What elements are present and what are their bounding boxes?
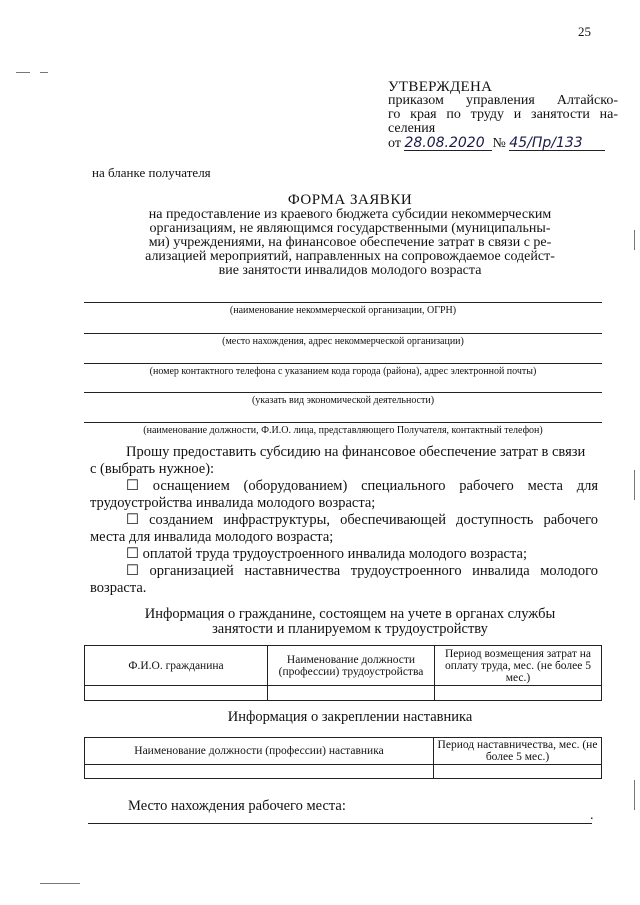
subtitle-line: вие занятости инвалидов молодого возраста bbox=[218, 263, 482, 278]
approval-number: 45/Пр/133 bbox=[509, 136, 605, 151]
cell-fio[interactable] bbox=[85, 686, 268, 701]
scan-mark bbox=[16, 72, 30, 73]
option-infrastructure[interactable]: ☐ созданием инфраструктуры, обеспечивающей доступность рабочего места для инвалида молодого возраста; bbox=[90, 512, 598, 545]
cell-mentor-position[interactable] bbox=[85, 765, 434, 779]
header-period: Период возмещения затрат на оплату труда, мес. (не более 5 мес.) bbox=[435, 646, 602, 686]
approval-date-line bbox=[388, 136, 618, 151]
subtitle-line: организациям, не являющимся государственными (муниципальны- bbox=[149, 221, 551, 236]
scan-mark bbox=[40, 883, 80, 884]
field-caption: (номер контактного телефона с указанием кода города (района), адрес электронной почты) bbox=[149, 366, 537, 377]
table-row bbox=[85, 765, 602, 779]
approval-line: приказом управления Алтайско- bbox=[388, 93, 618, 108]
activity-field[interactable] bbox=[84, 392, 602, 393]
field-caption: (наименование должности, Ф.И.О. лица, представляющего Получателя, контактный телефон) bbox=[143, 425, 543, 436]
table-header-row bbox=[85, 646, 602, 686]
mentor-section-title: Информация о закреплении наставника bbox=[227, 709, 473, 725]
page-number: 25 bbox=[578, 24, 591, 39]
header-position: Наименование должности (профессии) трудоустройства bbox=[268, 646, 435, 686]
letterhead-note: на бланке получателя bbox=[92, 165, 211, 180]
approval-line: селения bbox=[388, 121, 436, 136]
option-equipment[interactable]: ☐ оснащением (оборудованием) специального рабочего места для трудоустройства инвалида молодого возраста; bbox=[90, 478, 598, 511]
from-label: от bbox=[388, 136, 401, 151]
subtitle-line: на предоставление из краевого бюджета субсидии некоммерческим bbox=[148, 207, 552, 222]
workplace-field[interactable] bbox=[88, 823, 592, 824]
workplace-label: Место нахождения рабочего места: bbox=[128, 798, 346, 814]
citizen-table bbox=[84, 645, 602, 701]
approval-line: го края по труду и занятости на- bbox=[388, 107, 618, 122]
contact-field[interactable] bbox=[84, 363, 602, 364]
scan-mark bbox=[634, 470, 635, 500]
scan-mark bbox=[634, 780, 635, 810]
table-header-row bbox=[85, 738, 602, 765]
cell-period[interactable] bbox=[435, 686, 602, 701]
approval-heading: УТВЕРЖДЕНА bbox=[388, 79, 493, 95]
scan-mark bbox=[634, 230, 635, 250]
approval-block bbox=[388, 80, 618, 151]
table-row bbox=[85, 686, 602, 701]
subtitle-line: ализацией мероприятий, направленных на сопровождаемое содейст- bbox=[145, 249, 555, 264]
option-salary[interactable]: ☐ оплатой труда трудоустроенного инвалида молодого возраста; bbox=[126, 546, 527, 562]
address-field[interactable] bbox=[84, 333, 602, 334]
subtitle-line: ми) учреждениями, на финансовое обеспечение затрат в связи с ре- bbox=[148, 235, 552, 250]
field-caption: (указать вид экономической деятельности) bbox=[251, 395, 435, 406]
form-title: ФОРМА ЗАЯВКИ bbox=[287, 192, 413, 208]
number-label: № bbox=[492, 136, 506, 151]
cell-mentor-period[interactable] bbox=[434, 765, 602, 779]
citizen-section-title: Информация о гражданине, состоящем на учете в органах службы занятости и планируемом к трудоустройству bbox=[144, 606, 556, 637]
representative-field[interactable] bbox=[84, 422, 602, 423]
form-subtitle bbox=[120, 208, 580, 278]
field-caption: (наименование некоммерческой организации, ОГРН) bbox=[229, 305, 457, 316]
option-mentoring[interactable]: ☐ организацией наставничества трудоустроенного инвалида молодого возраста. bbox=[90, 563, 598, 596]
scan-mark bbox=[40, 72, 48, 73]
field-caption: (место нахождения, адрес некоммерческой организации) bbox=[222, 336, 464, 347]
approval-date: 28.08.2020 bbox=[404, 136, 492, 151]
request-paragraph bbox=[90, 444, 598, 597]
end-dot: . bbox=[590, 808, 594, 823]
cell-position[interactable] bbox=[268, 686, 435, 701]
org-name-field[interactable] bbox=[84, 302, 602, 303]
header-mentor-period: Период наставничества, мес. (не более 5 мес.) bbox=[434, 738, 602, 765]
mentor-table bbox=[84, 737, 602, 779]
request-lead: Прошу предоставить субсидию на финансовое обеспечение затрат в связи bbox=[126, 444, 586, 460]
request-lead-2: с (выбрать нужное): bbox=[90, 461, 215, 477]
header-fio: Ф.И.О. гражданина bbox=[85, 646, 268, 686]
header-mentor-position: Наименование должности (профессии) наставника bbox=[85, 738, 434, 765]
